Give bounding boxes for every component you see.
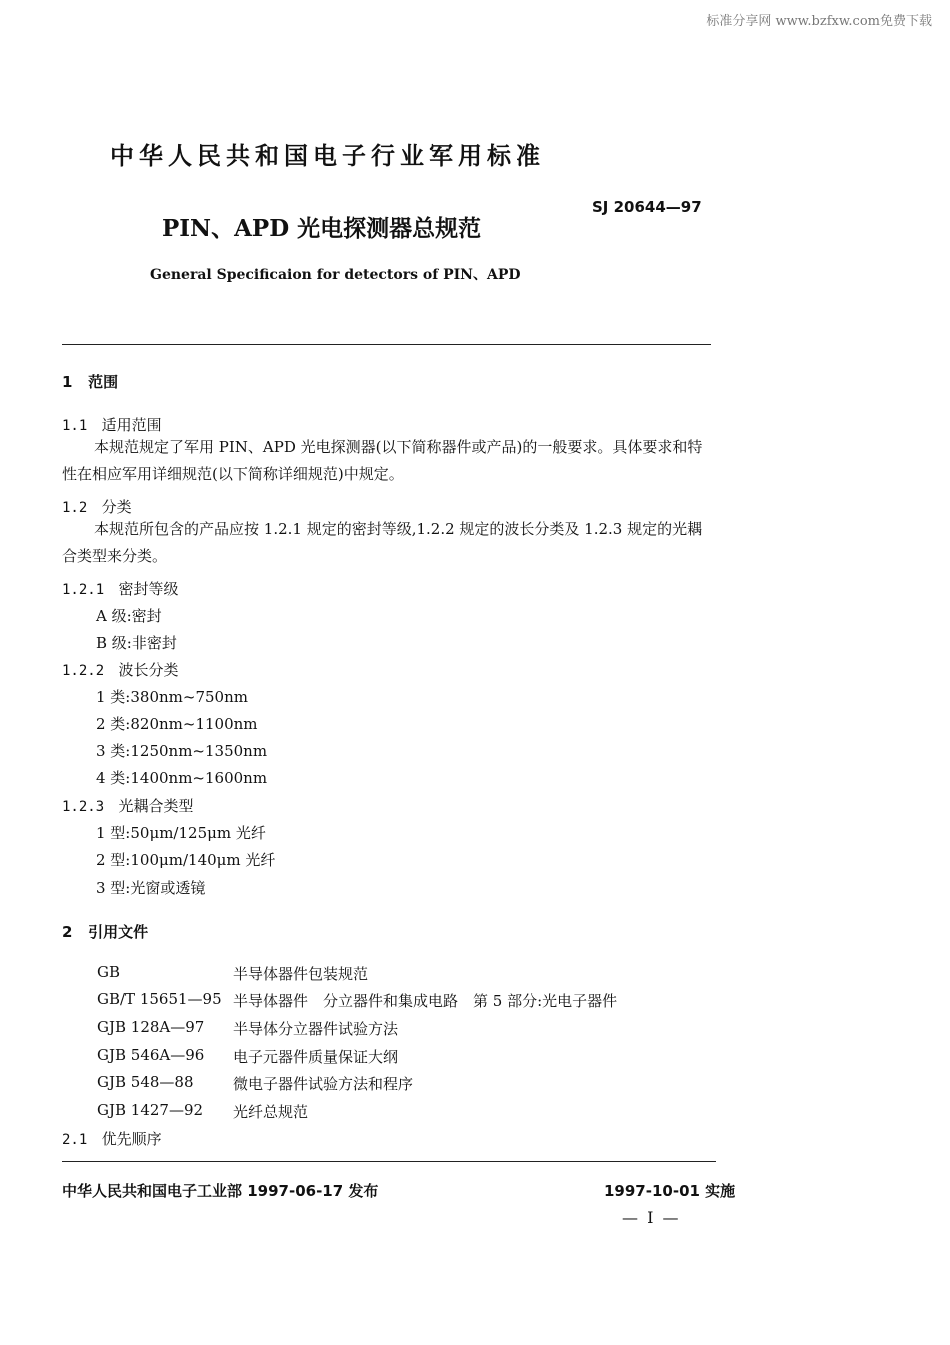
- reference-code: GJB 546A—96: [97, 1046, 205, 1064]
- list-item: 2 类:820nm~1100nm: [96, 715, 258, 733]
- section-number: 2: [62, 923, 73, 941]
- document-title-english: General Specificaion for detectors of PIN、APD: [150, 267, 521, 283]
- document-code: SJ 20644—97: [592, 198, 702, 216]
- issue-date: 中华人民共和国电子工业部 1997-06-17 发布: [62, 1182, 379, 1200]
- section-2-heading: [62, 922, 148, 942]
- reference-title: 半导体器件 分立器件和集成电路 第 5 部分:光电子器件: [233, 992, 618, 1010]
- section-number: 1.2: [62, 500, 88, 516]
- footer-divider: [62, 1161, 716, 1162]
- list-item: 1 型:50μm/125μm 光纤: [96, 824, 266, 842]
- list-item: 1 类:380nm~750nm: [96, 688, 248, 706]
- section-number: 1: [62, 373, 73, 391]
- section-title: 光耦合类型: [118, 797, 194, 815]
- section-title: 范围: [88, 373, 119, 391]
- section-title: 引用文件: [88, 923, 149, 941]
- section-number: 1.2.3: [62, 799, 105, 815]
- section-number: 1.2.2: [62, 663, 105, 679]
- section-number: 2.1: [62, 1132, 88, 1148]
- reference-code: GJB 1427—92: [97, 1101, 204, 1119]
- reference-code: GB: [97, 963, 121, 981]
- list-item: 4 类:1400nm~1600nm: [96, 769, 268, 787]
- section-title: 密封等级: [118, 580, 179, 598]
- section-1-2-1-heading: [62, 579, 178, 600]
- section-title: 分类: [101, 498, 132, 516]
- list-item: 3 类:1250nm~1350nm: [96, 742, 268, 760]
- standard-title: 中华人民共和国电子行业军用标准: [110, 142, 545, 170]
- list-item: A 级:密封: [96, 607, 162, 625]
- section-2-1-heading: [62, 1129, 162, 1150]
- section-1-1-text: 本规范规定了军用 PIN、APD 光电探测器(以下简称器件或产品)的一般要求。具体要求和特性在相应军用详细规范(以下简称详细规范)中规定。: [62, 438, 703, 483]
- section-number: 1.1: [62, 418, 88, 434]
- section-1-1-heading: [62, 415, 162, 436]
- section-title: 适用范围: [101, 416, 162, 434]
- list-item: 2 型:100μm/140μm 光纤: [96, 851, 276, 869]
- section-1-2-3-heading: [62, 796, 193, 817]
- reference-code: GB/T 15651—95: [97, 990, 222, 1008]
- reference-code: GJB 128A—97: [97, 1018, 205, 1036]
- page-number: — I —: [622, 1208, 681, 1227]
- list-item: B 级:非密封: [96, 634, 177, 652]
- section-1-2-2-heading: [62, 660, 178, 681]
- effective-date: 1997-10-01 实施: [604, 1182, 736, 1200]
- section-1-2-text: 本规范所包含的产品应按 1.2.1 规定的密封等级,1.2.2 规定的波长分类及 1.2.3 规定的光耦合类型来分类。: [62, 520, 703, 565]
- reference-title: 微电子器件试验方法和程序: [233, 1075, 414, 1093]
- header-divider: [62, 344, 711, 345]
- list-item: 3 型:光窗或透镜: [96, 879, 206, 897]
- section-1-heading: [62, 372, 118, 392]
- reference-title: 电子元器件质量保证大纲: [233, 1048, 399, 1066]
- section-title: 波长分类: [118, 661, 179, 679]
- reference-title: 半导体器件包装规范: [233, 965, 369, 983]
- reference-title: 光纤总规范: [233, 1103, 309, 1121]
- section-number: 1.2.1: [62, 582, 105, 598]
- section-1-2-heading: [62, 497, 132, 518]
- watermark-text: 标准分享网 www.bzfxw.com免费下载: [706, 14, 932, 29]
- document-title: PIN、APD 光电探测器总规范: [162, 215, 482, 242]
- reference-title: 半导体分立器件试验方法: [233, 1020, 399, 1038]
- section-title: 优先顺序: [101, 1130, 162, 1148]
- reference-code: GJB 548—88: [97, 1073, 194, 1091]
